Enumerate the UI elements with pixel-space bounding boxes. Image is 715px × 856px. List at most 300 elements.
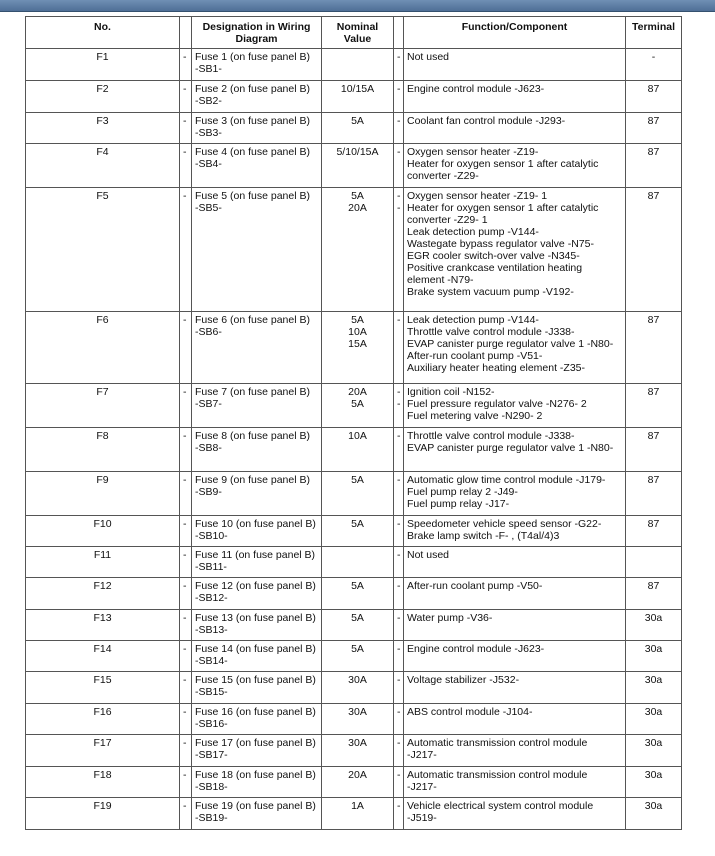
fuse-number: F9 (26, 472, 180, 516)
dash-cell (180, 188, 192, 312)
dash-marker: - (397, 386, 401, 398)
terminal-cell: 87 (626, 312, 682, 384)
header-spacer (180, 17, 192, 49)
function-line: Vehicle electrical system control module (407, 800, 594, 812)
nominal-value-cell (322, 798, 394, 830)
dash-cell (180, 81, 192, 113)
dash-cell (394, 704, 404, 735)
nominal-value: 5A (351, 314, 364, 326)
dash-marker: - (397, 314, 401, 326)
dash-marker: - (183, 674, 187, 686)
nominal-value-cell (322, 516, 394, 547)
dash-cell (180, 735, 192, 767)
table-row (26, 767, 682, 798)
dash-cell (394, 81, 404, 113)
fuse-table (25, 16, 682, 830)
designation-cell (192, 767, 322, 798)
function-component-cell (404, 735, 626, 767)
designation-line: -SB15- (195, 686, 228, 698)
dash-cell (180, 767, 192, 798)
dash-marker: - (397, 769, 401, 781)
dash-marker: - (397, 430, 401, 442)
fuse-number: F19 (26, 798, 180, 830)
dash-cell (180, 610, 192, 641)
dash-marker: - (397, 549, 401, 561)
nominal-value: 10A (348, 326, 367, 338)
dash-marker: - (183, 706, 187, 718)
function-line: Heater for oxygen sensor 1 after catalytic (407, 202, 599, 214)
designation-line: -SB16- (195, 718, 228, 730)
terminal-cell: 30a (626, 798, 682, 830)
nominal-value-cell (322, 641, 394, 672)
designation-line: -SB1- (195, 63, 222, 75)
designation-line: Fuse 11 (on fuse panel B) (195, 549, 316, 561)
nominal-value: 10A (348, 430, 367, 442)
designation-cell (192, 798, 322, 830)
table-row (26, 144, 682, 188)
designation-line: -SB11- (195, 561, 227, 573)
nominal-value: 5A (351, 398, 364, 410)
terminal-cell: 30a (626, 735, 682, 767)
nominal-value: 1A (351, 800, 364, 812)
function-line: Throttle valve control module -J338- (407, 326, 575, 338)
function-line: Automatic transmission control module (407, 737, 588, 749)
fuse-number: F7 (26, 384, 180, 428)
terminal-cell: - (626, 49, 682, 81)
header-terminal: Terminal (626, 17, 682, 49)
terminal-cell: 87 (626, 472, 682, 516)
dash-cell (394, 672, 404, 704)
terminal-cell (626, 547, 682, 578)
function-line: Fuel pressure regulator valve -N276- 2 (407, 398, 587, 410)
designation-cell (192, 547, 322, 578)
table-row (26, 641, 682, 672)
designation-cell (192, 516, 322, 547)
nominal-value-cell (322, 767, 394, 798)
dash-marker: - (397, 612, 401, 624)
nominal-value-cell (322, 472, 394, 516)
function-component-cell (404, 798, 626, 830)
table-row (26, 113, 682, 144)
table-row (26, 516, 682, 547)
function-component-cell (404, 672, 626, 704)
designation-line: Fuse 17 (on fuse panel B) (195, 737, 316, 749)
nominal-value: 10/15A (340, 83, 375, 95)
designation-cell (192, 610, 322, 641)
dash-cell (180, 641, 192, 672)
table-row (26, 384, 682, 428)
dash-marker: - (397, 580, 401, 592)
dash-marker: - (183, 612, 187, 624)
nominal-value: 30A (348, 674, 367, 686)
table-row (26, 472, 682, 516)
nominal-value: 5A (351, 518, 364, 530)
nominal-value: 30A (348, 706, 367, 718)
designation-line: -SB18- (195, 781, 228, 793)
dash-marker: - (397, 202, 401, 214)
designation-cell (192, 428, 322, 472)
designation-line: -SB4- (195, 158, 222, 170)
fuse-number: F4 (26, 144, 180, 188)
function-component-cell (404, 312, 626, 384)
table-row (26, 188, 682, 312)
function-line: Voltage stabilizer -J532- (407, 674, 520, 686)
window-title-bar (0, 0, 715, 12)
dash-cell (394, 798, 404, 830)
function-component-cell (404, 113, 626, 144)
table-row (26, 49, 682, 81)
table-row (26, 81, 682, 113)
designation-line: Fuse 2 (on fuse panel B) (195, 83, 310, 95)
nominal-value: 5A (351, 474, 364, 486)
dash-marker: - (397, 800, 401, 812)
dash-marker: - (183, 737, 187, 749)
fuse-number: F5 (26, 188, 180, 312)
header-nominal-value: Nominal Value (322, 17, 394, 49)
function-component-cell (404, 578, 626, 610)
fuse-number: F17 (26, 735, 180, 767)
designation-cell (192, 384, 322, 428)
fuse-number: F12 (26, 578, 180, 610)
dash-cell (394, 578, 404, 610)
function-component-cell (404, 641, 626, 672)
dash-cell (180, 578, 192, 610)
designation-line: Fuse 19 (on fuse panel B) (195, 800, 316, 812)
function-line: -J217- (407, 781, 437, 793)
function-line: converter -Z29- 1 (407, 214, 488, 226)
dash-marker: - (183, 800, 187, 812)
nominal-value-cell (322, 144, 394, 188)
function-component-cell (404, 516, 626, 547)
dash-marker: - (397, 674, 401, 686)
designation-line: Fuse 16 (on fuse panel B) (195, 706, 316, 718)
designation-cell (192, 704, 322, 735)
function-line: Not used (407, 51, 450, 63)
table-row (26, 547, 682, 578)
dash-cell (180, 798, 192, 830)
nominal-value: 5A (351, 580, 364, 592)
terminal-cell: 30a (626, 610, 682, 641)
dash-marker: - (397, 83, 401, 95)
terminal-cell: 87 (626, 113, 682, 144)
function-line: Engine control module -J623- (407, 83, 545, 95)
dash-marker: - (397, 643, 401, 655)
nominal-value: 5A (351, 643, 364, 655)
terminal-cell: 30a (626, 641, 682, 672)
designation-line: Fuse 10 (on fuse panel B) (195, 518, 316, 530)
dash-cell (394, 384, 404, 428)
function-line: Automatic glow time control module -J179- (407, 474, 606, 486)
fuse-number: F14 (26, 641, 180, 672)
function-component-cell (404, 767, 626, 798)
table-row (26, 578, 682, 610)
function-line: EVAP canister purge regulator valve 1 -N80- (407, 338, 614, 350)
fuse-number: F10 (26, 516, 180, 547)
dash-cell (394, 472, 404, 516)
dash-marker: - (397, 115, 401, 127)
dash-cell (180, 49, 192, 81)
dash-marker: - (183, 386, 187, 398)
designation-line: Fuse 18 (on fuse panel B) (195, 769, 316, 781)
nominal-value-cell (322, 547, 394, 578)
fuse-number: F15 (26, 672, 180, 704)
nominal-value: 15A (348, 338, 367, 350)
function-component-cell (404, 704, 626, 735)
nominal-value-cell (322, 672, 394, 704)
table-row (26, 428, 682, 472)
dash-marker: - (397, 737, 401, 749)
designation-line: Fuse 8 (on fuse panel B) (195, 430, 310, 442)
designation-line: -SB12- (195, 592, 228, 604)
dash-cell (394, 641, 404, 672)
designation-line: Fuse 1 (on fuse panel B) (195, 51, 310, 63)
dash-marker: - (183, 146, 187, 158)
dash-marker: - (183, 83, 187, 95)
dash-cell (394, 312, 404, 384)
function-line: EGR cooler switch-over valve -N345- (407, 250, 580, 262)
function-line: Leak detection pump -V144- (407, 226, 539, 238)
nominal-value-cell (322, 312, 394, 384)
designation-cell (192, 735, 322, 767)
table-row (26, 798, 682, 830)
nominal-value: 5/10/15A (336, 146, 379, 158)
header-no: No. (26, 17, 180, 49)
terminal-cell: 87 (626, 516, 682, 547)
dash-cell (394, 735, 404, 767)
dash-cell (180, 428, 192, 472)
function-line: Wastegate bypass regulator valve -N75- (407, 238, 594, 250)
nominal-value: 20A (348, 386, 367, 398)
function-line: After-run coolant pump -V50- (407, 580, 543, 592)
function-component-cell (404, 472, 626, 516)
dash-cell (394, 516, 404, 547)
nominal-value-cell (322, 49, 394, 81)
nominal-value: 5A (351, 190, 364, 202)
terminal-cell: 30a (626, 704, 682, 735)
nominal-value-cell (322, 610, 394, 641)
designation-line: Fuse 9 (on fuse panel B) (195, 474, 310, 486)
function-component-cell (404, 188, 626, 312)
designation-cell (192, 472, 322, 516)
designation-line: -SB6- (195, 326, 222, 338)
nominal-value-cell (322, 188, 394, 312)
designation-line: -SB13- (195, 624, 228, 636)
nominal-value-cell (322, 704, 394, 735)
dash-marker: - (397, 146, 401, 158)
function-line: Heater for oxygen sensor 1 after catalytic (407, 158, 599, 170)
function-line: After-run coolant pump -V51- (407, 350, 543, 362)
dash-cell (180, 113, 192, 144)
table-header-row (26, 17, 682, 49)
dash-marker: - (183, 314, 187, 326)
designation-cell (192, 312, 322, 384)
designation-line: -SB8- (195, 442, 222, 454)
terminal-cell: 87 (626, 428, 682, 472)
function-line: Coolant fan control module -J293- (407, 115, 566, 127)
dash-cell (180, 547, 192, 578)
function-line: Throttle valve control module -J338- (407, 430, 575, 442)
designation-cell (192, 81, 322, 113)
function-line: Auxiliary heater heating element -Z35- (407, 362, 586, 374)
nominal-value-cell (322, 81, 394, 113)
table-row (26, 312, 682, 384)
designation-line: -SB17- (195, 749, 228, 761)
terminal-cell: 87 (626, 144, 682, 188)
function-line: -J217- (407, 749, 437, 761)
function-component-cell (404, 428, 626, 472)
nominal-value: 20A (348, 769, 367, 781)
header-function-component: Function/Component (404, 17, 626, 49)
dash-cell (394, 49, 404, 81)
terminal-cell: 30a (626, 767, 682, 798)
designation-line: -SB3- (195, 127, 222, 139)
terminal-cell: 87 (626, 578, 682, 610)
nominal-value-cell (322, 384, 394, 428)
dash-cell (394, 113, 404, 144)
function-line: Brake system vacuum pump -V192- (407, 286, 574, 298)
dash-marker: - (183, 430, 187, 442)
designation-line: -SB7- (195, 398, 222, 410)
designation-line: Fuse 6 (on fuse panel B) (195, 314, 310, 326)
dash-cell (180, 516, 192, 547)
table-row (26, 735, 682, 767)
function-line: Fuel pump relay -J17- (407, 498, 510, 510)
function-line: Speedometer vehicle speed sensor -G22- (407, 518, 602, 530)
fuse-number: F8 (26, 428, 180, 472)
dash-cell (180, 384, 192, 428)
fuse-number: F16 (26, 704, 180, 735)
function-line: Brake lamp switch -F- , (T4al/4)3 (407, 530, 560, 542)
dash-cell (394, 428, 404, 472)
function-line: element -N79- (407, 274, 474, 286)
function-line: Not used (407, 549, 450, 561)
function-line: ABS control module -J104- (407, 706, 533, 718)
terminal-cell: 87 (626, 188, 682, 312)
function-line: Fuel pump relay 2 -J49- (407, 486, 518, 498)
dash-cell (394, 547, 404, 578)
dash-cell (394, 144, 404, 188)
designation-cell (192, 49, 322, 81)
nominal-value: 20A (348, 202, 367, 214)
dash-marker: - (183, 115, 187, 127)
function-line: Fuel metering valve -N290- 2 (407, 410, 543, 422)
designation-line: Fuse 3 (on fuse panel B) (195, 115, 310, 127)
designation-line: Fuse 7 (on fuse panel B) (195, 386, 310, 398)
dash-marker: - (397, 706, 401, 718)
function-component-cell (404, 144, 626, 188)
nominal-value: 30A (348, 737, 367, 749)
designation-line: -SB2- (195, 95, 222, 107)
designation-cell (192, 113, 322, 144)
fuse-number: F3 (26, 113, 180, 144)
dash-marker: - (183, 580, 187, 592)
dash-marker: - (397, 474, 401, 486)
terminal-cell: 87 (626, 81, 682, 113)
designation-line: -SB9- (195, 486, 222, 498)
fuse-number: F2 (26, 81, 180, 113)
function-line: converter -Z29- (407, 170, 479, 182)
dash-cell (180, 672, 192, 704)
designation-line: -SB10- (195, 530, 228, 542)
dash-cell (394, 188, 404, 312)
fuse-number: F1 (26, 49, 180, 81)
fuse-number: F6 (26, 312, 180, 384)
table-row (26, 610, 682, 641)
dash-marker: - (397, 51, 401, 63)
designation-cell (192, 672, 322, 704)
function-line: Water pump -V36- (407, 612, 493, 624)
table-row (26, 672, 682, 704)
dash-marker: - (183, 549, 187, 561)
function-component-cell (404, 384, 626, 428)
dash-cell (394, 610, 404, 641)
function-line: -J519- (407, 812, 437, 824)
function-line: Oxygen sensor heater -Z19- 1 (407, 190, 548, 202)
dash-marker: - (397, 518, 401, 530)
table-row (26, 704, 682, 735)
dash-cell (180, 704, 192, 735)
dash-marker: - (183, 190, 187, 202)
function-line: Leak detection pump -V144- (407, 314, 539, 326)
header-designation: Designation in Wiring Diagram (192, 17, 322, 49)
nominal-value-cell (322, 578, 394, 610)
dash-cell (180, 472, 192, 516)
nominal-value: 5A (351, 612, 364, 624)
dash-marker: - (183, 518, 187, 530)
dash-marker: - (183, 51, 187, 63)
terminal-cell: 30a (626, 672, 682, 704)
dash-cell (394, 767, 404, 798)
function-line: Engine control module -J623- (407, 643, 545, 655)
function-component-cell (404, 49, 626, 81)
header-spacer (394, 17, 404, 49)
nominal-value-cell (322, 735, 394, 767)
designation-cell (192, 188, 322, 312)
terminal-cell: 87 (626, 384, 682, 428)
function-line: Positive crankcase ventilation heating (407, 262, 583, 274)
dash-marker: - (183, 769, 187, 781)
designation-line: -SB14- (195, 655, 228, 667)
function-line: Oxygen sensor heater -Z19- (407, 146, 539, 158)
designation-line: Fuse 13 (on fuse panel B) (195, 612, 316, 624)
function-component-cell (404, 610, 626, 641)
designation-line: Fuse 14 (on fuse panel B) (195, 643, 316, 655)
fuse-number: F13 (26, 610, 180, 641)
designation-cell (192, 578, 322, 610)
fuse-number: F11 (26, 547, 180, 578)
designation-line: Fuse 15 (on fuse panel B) (195, 674, 316, 686)
designation-line: Fuse 5 (on fuse panel B) (195, 190, 310, 202)
fuse-number: F18 (26, 767, 180, 798)
designation-cell (192, 641, 322, 672)
designation-line: Fuse 12 (on fuse panel B) (195, 580, 316, 592)
nominal-value-cell (322, 113, 394, 144)
dash-marker: - (183, 643, 187, 655)
function-line: Automatic transmission control module (407, 769, 588, 781)
function-line: EVAP canister purge regulator valve 1 -N80- (407, 442, 614, 454)
designation-line: Fuse 4 (on fuse panel B) (195, 146, 310, 158)
designation-cell (192, 144, 322, 188)
dash-marker: - (397, 398, 401, 410)
nominal-value: 5A (351, 115, 364, 127)
function-component-cell (404, 547, 626, 578)
designation-line: -SB19- (195, 812, 228, 824)
designation-line: -SB5- (195, 202, 222, 214)
dash-cell (180, 144, 192, 188)
function-component-cell (404, 81, 626, 113)
fuse-table-body (26, 49, 682, 830)
nominal-value-cell (322, 428, 394, 472)
